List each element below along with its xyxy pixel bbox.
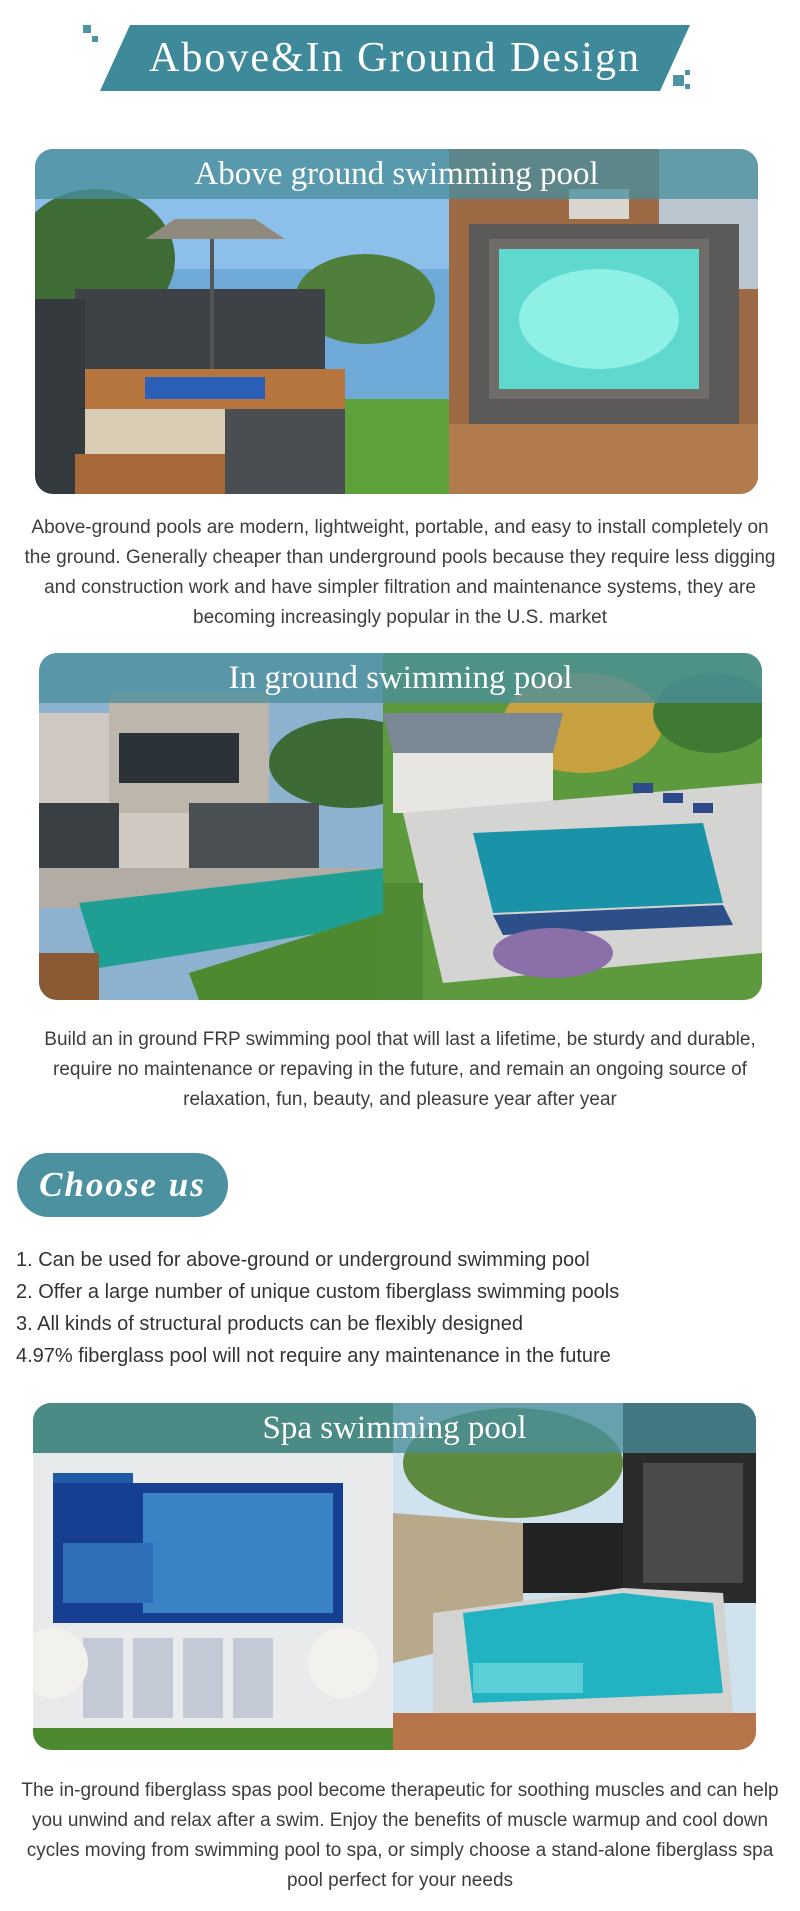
above-ground-photo-deck: [35, 149, 449, 494]
in-ground-description: Build an in ground FRP swimming pool that will last a lifetime, be sturdy and durable, require no maintenance or repaving in the future, and remain an ongoing source of relaxation, fun, beauty, and pleasure year after year: [44, 1029, 756, 1110]
list-item: 2. Offer a large number of unique custom fiberglass swimming pools: [16, 1281, 620, 1303]
above-ground-title: Above ground swimming pool: [35, 149, 758, 199]
spa-description: The in-ground fiberglass spas pool become therapeutic for soothing muscles and can help you unwind and relax after a swim. Enjoy the benefits of muscle warmup and cool down cycles moving from swimming pool to spa, or simply choose a stand-alone fiberglass spa pool perfect for your needs: [21, 1780, 779, 1891]
list-item: 4.97% fiberglass pool will not require any maintenance in the future: [16, 1345, 611, 1367]
list-item: 1. Can be used for above-ground or underground swimming pool: [16, 1249, 590, 1271]
spa-photo-lap-pool: [393, 1403, 756, 1750]
page-title: Above&In Ground Design: [149, 35, 641, 81]
in-ground-panel: [39, 653, 762, 1000]
choose-us-list: [16, 1244, 776, 1372]
list-item: 3. All kinds of structural products can be flexibly designed: [16, 1313, 523, 1335]
spa-panel: [33, 1403, 756, 1750]
decor-square: [92, 36, 98, 42]
decor-square: [83, 25, 91, 33]
choose-us-badge: Choose us: [17, 1153, 228, 1217]
in-ground-photo-house: [39, 653, 383, 1000]
title-banner: [100, 25, 690, 91]
spa-title: Spa swimming pool: [33, 1403, 756, 1453]
above-ground-description: Above-ground pools are modern, lightweight, portable, and easy to install completely on the ground. Generally cheaper than underground pools because they require less digging and construction work and have simpler filtration and maintenance systems, they are becoming increasingly popular in the U.S. market: [24, 517, 776, 628]
spa-photo-overhead: [33, 1403, 393, 1750]
above-ground-panel: [35, 149, 758, 494]
above-ground-photo-spa: [449, 149, 758, 494]
in-ground-title: In ground swimming pool: [39, 653, 762, 703]
in-ground-photo-resort: [383, 653, 762, 1000]
